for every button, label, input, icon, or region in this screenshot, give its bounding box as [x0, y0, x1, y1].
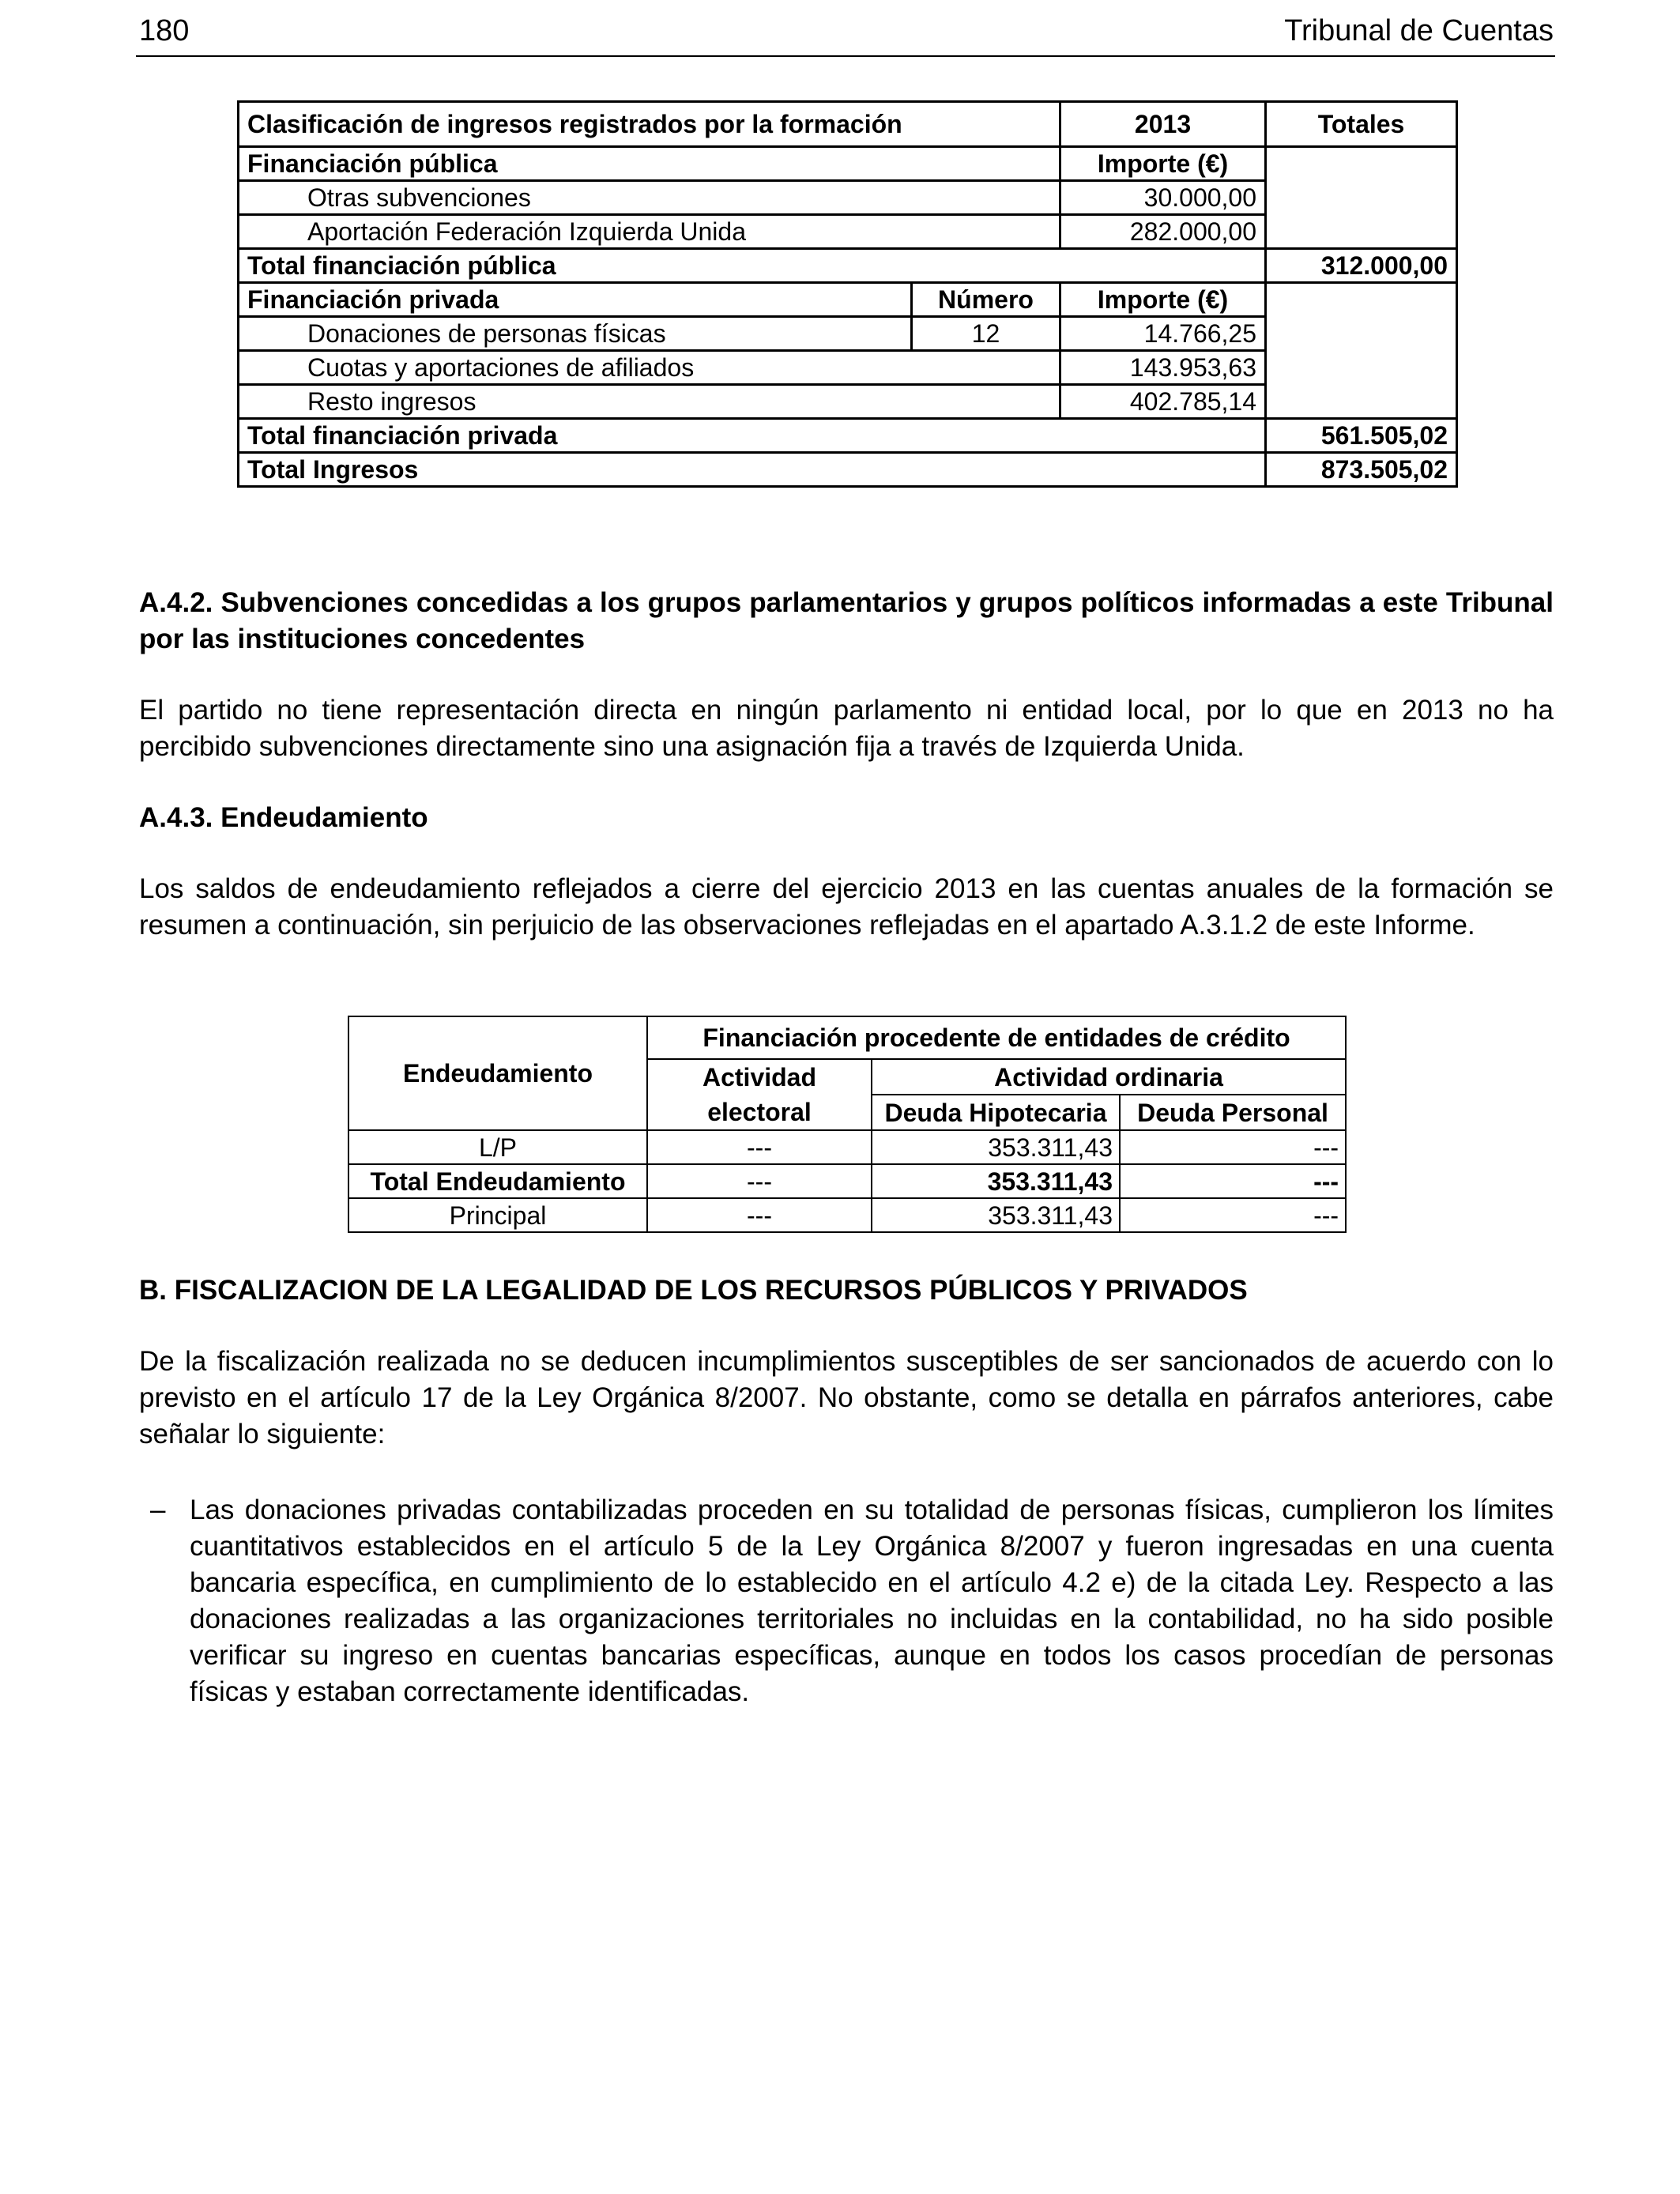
debt-row-label: Principal: [348, 1198, 647, 1232]
bullet-dash: –: [150, 1495, 166, 1525]
empty-cell: [1266, 283, 1457, 317]
debt-row-electoral: ---: [647, 1130, 872, 1164]
table-row: [239, 317, 1457, 351]
section-paragraph-a42: El partido no tiene representación directa en ningún parlamento ni entidad local, por lo que en 2013 no ha percibido subvenciones directamente sino una asignación fija a través de Izquierda Unida.: [139, 695, 1554, 762]
debt-row-electoral: ---: [647, 1198, 872, 1232]
table-row: [239, 419, 1457, 453]
public-funding-label: Financiación pública: [239, 147, 1060, 181]
income-table: [237, 100, 1458, 488]
income-row-label: Aportación Federación Izquierda Unida: [239, 215, 1060, 249]
debt-row-personal: ---: [1120, 1130, 1346, 1164]
income-header-classification: Clasificación de ingresos registrados por la formación: [239, 102, 1060, 147]
debt-header-electoral: Actividad electoral: [647, 1059, 872, 1130]
table-row: [239, 181, 1457, 215]
table-row: [348, 1198, 1346, 1232]
empty-cell: [1266, 215, 1457, 249]
income-row-amount: 30.000,00: [1060, 181, 1266, 215]
income-row-amount: 143.953,63: [1060, 351, 1266, 385]
private-total-label: Total financiación privada: [239, 419, 1266, 453]
header-divider: [136, 55, 1555, 57]
income-row-label: Donaciones de personas físicas: [239, 317, 912, 351]
debt-row-personal: ---: [1120, 1164, 1346, 1198]
bullet-item-text: Las donaciones privadas contabilizadas proceden en su totalidad de personas físicas, cumplieron los límites cuantitativos establecidos en el artículo 5 de la Ley Orgánica 8/2007 y fueron ingresadas en una cuenta bancaria específica, en cumplimiento de lo establecido en el artículo 4.2 e) de la citada Ley. Respecto a las donaciones realizadas a las organizaciones territoriales no incluidas en la contabilidad, no ha sido posible verificar su ingreso en cuentas bancarias específicas, aunque en todos los casos procedían de personas físicas y estaban correctamente identificadas.: [190, 1495, 1554, 1707]
empty-cell: [1266, 181, 1457, 215]
income-row-number: 12: [912, 317, 1060, 351]
private-total-value: 561.505,02: [1266, 419, 1457, 453]
table-row: [239, 453, 1457, 487]
debt-header-ordinaria: Actividad ordinaria: [872, 1059, 1346, 1095]
private-funding-label: Financiación privada: [239, 283, 912, 317]
table-row: [239, 351, 1457, 385]
empty-cell: [1266, 147, 1457, 181]
table-row: [239, 215, 1457, 249]
table-row: [348, 1164, 1346, 1198]
public-total-value: 312.000,00: [1266, 249, 1457, 283]
public-total-label: Total financiación pública: [239, 249, 1266, 283]
private-number-header: Número: [912, 283, 1060, 317]
section-heading-a43: A.4.3. Endeudamiento: [139, 802, 428, 833]
table-row: [239, 249, 1457, 283]
table-row: [239, 283, 1457, 317]
debt-row-hipotecaria: 353.311,43: [872, 1198, 1120, 1232]
section-heading-b: B. FISCALIZACION DE LA LEGALIDAD DE LOS RECURSOS PÚBLICOS Y PRIVADOS: [139, 1275, 1248, 1306]
debt-row-label: L/P: [348, 1130, 647, 1164]
debt-table: [348, 1016, 1347, 1233]
income-row-label: Otras subvenciones: [239, 181, 1060, 215]
debt-row-electoral: ---: [647, 1164, 872, 1198]
debt-header-endeudamiento: Endeudamiento: [348, 1016, 647, 1130]
income-table-header-row: [239, 102, 1457, 147]
section-paragraph-b: De la fiscalización realizada no se deducen incumplimientos susceptibles de ser sancionados de acuerdo con lo previsto en el artículo 17 de la Ley Orgánica 8/2007. No obstante, como se detalla en párrafos anteriores, cabe señalar lo siguiente:: [139, 1346, 1554, 1449]
debt-row-personal: ---: [1120, 1198, 1346, 1232]
debt-header-personal: Deuda Personal: [1120, 1095, 1346, 1130]
empty-cell: [1266, 351, 1457, 385]
running-title: Tribunal de Cuentas: [1284, 14, 1554, 47]
debt-row-hipotecaria: 353.311,43: [872, 1164, 1120, 1198]
income-row-amount: 14.766,25: [1060, 317, 1266, 351]
income-header-year: 2013: [1060, 102, 1266, 147]
section-paragraph-a43: Los saldos de endeudamiento reflejados a cierre del ejercicio 2013 en las cuentas anuales de la formación se resumen a continuación, sin perjuicio de las observaciones reflejadas en el apartado A.3.1.2 de este Informe.: [139, 873, 1554, 941]
debt-row-hipotecaria: 353.311,43: [872, 1130, 1120, 1164]
public-amount-header: Importe (€): [1060, 147, 1266, 181]
income-row-amount: 402.785,14: [1060, 385, 1266, 419]
income-row-label: Cuotas y aportaciones de afiliados: [239, 351, 1060, 385]
page-number: 180: [139, 14, 190, 47]
debt-header-hipotecaria: Deuda Hipotecaria: [872, 1095, 1120, 1130]
income-header-totals: Totales: [1266, 102, 1457, 147]
table-row: [239, 147, 1457, 181]
private-amount-header: Importe (€): [1060, 283, 1266, 317]
income-row-amount: 282.000,00: [1060, 215, 1266, 249]
debt-row-label: Total Endeudamiento: [348, 1164, 647, 1198]
debt-header-row: [348, 1016, 1346, 1059]
table-row: [239, 385, 1457, 419]
empty-cell: [1266, 317, 1457, 351]
income-row-label: Resto ingresos: [239, 385, 1060, 419]
section-heading-a42: A.4.2. Subvenciones concedidas a los grupos parlamentarios y grupos políticos informadas a este Tribunal por las instituciones concedentes: [139, 587, 1554, 654]
empty-cell: [1266, 385, 1457, 419]
table-row: [348, 1130, 1346, 1164]
debt-header-group: Financiación procedente de entidades de crédito: [647, 1016, 1346, 1059]
grand-total-value: 873.505,02: [1266, 453, 1457, 487]
grand-total-label: Total Ingresos: [239, 453, 1266, 487]
